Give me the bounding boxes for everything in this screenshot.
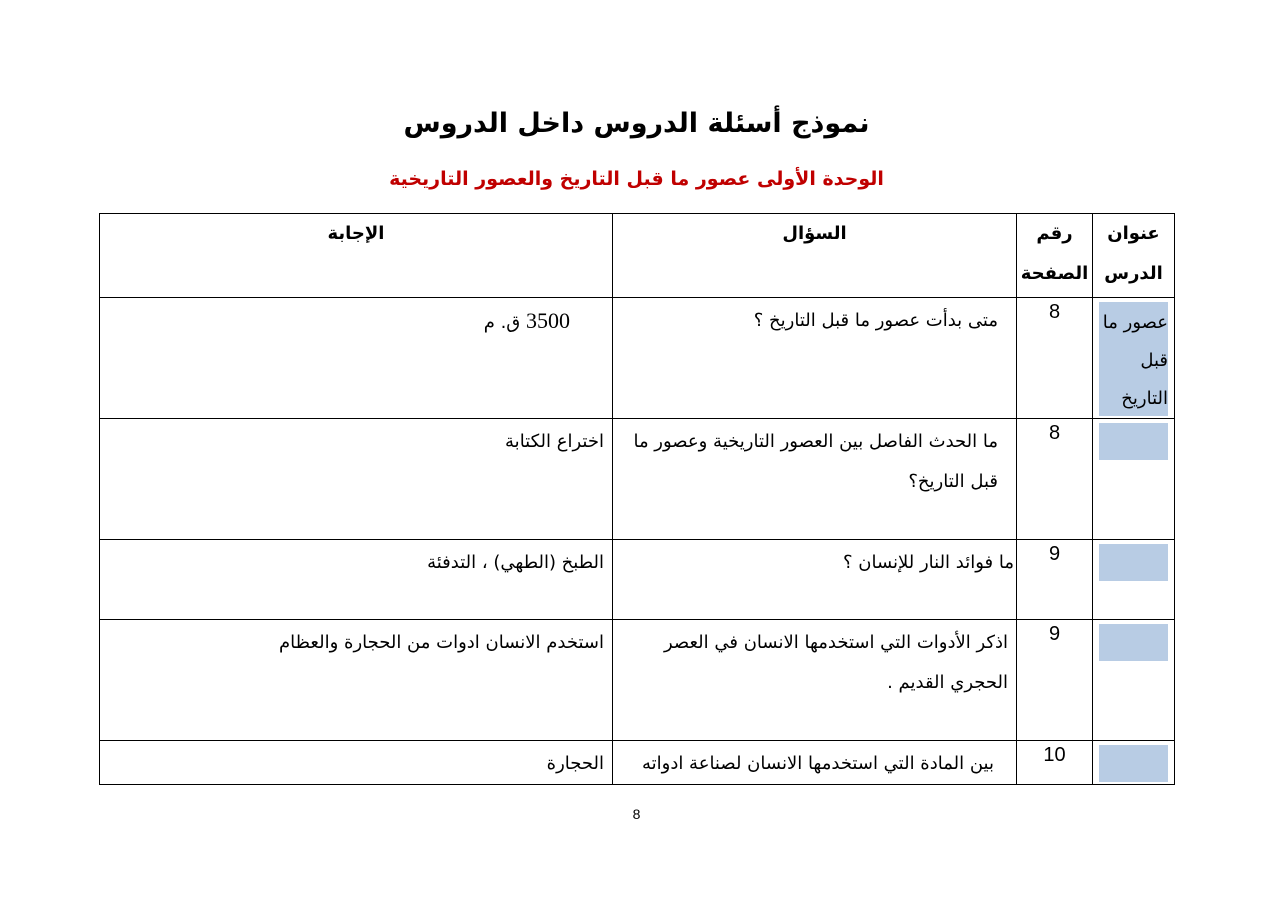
answer-text: استخدم الانسان ادوات من الحجارة والعظام (279, 632, 604, 653)
answer-text: اختراع الكتابة (505, 431, 604, 452)
answer-text: الطبخ (الطهي) ، التدفئة (427, 552, 604, 573)
lesson-cell (1093, 419, 1175, 540)
page-cell (1017, 298, 1093, 419)
page-number: 9 (1048, 543, 1061, 565)
lesson-cell (1093, 540, 1175, 620)
page-title: نموذج أسئلة الدروس داخل الدروس (403, 108, 870, 139)
table-row (100, 741, 1175, 785)
answer-cell (100, 419, 613, 540)
page-cell (1017, 741, 1093, 785)
question-text: ما فوائد النار للإنسان ؟ (842, 552, 1014, 573)
lesson-title (1099, 745, 1168, 782)
answer-text: الحجارة (546, 753, 604, 774)
answer-year: 3500 (526, 308, 570, 333)
question-cell (613, 298, 1017, 419)
table-row (100, 419, 1175, 540)
questions-table (99, 213, 1175, 785)
question-cell (613, 540, 1017, 620)
lesson-cell (1093, 741, 1175, 785)
page-cell (1017, 620, 1093, 741)
question-text: بين المادة التي استخدمها الانسان لصناعة ادواته (641, 753, 994, 774)
page-number-footer: 8 (632, 806, 641, 822)
page-cell (1017, 419, 1093, 540)
table-row (100, 620, 1175, 741)
header-answer: الإجابة (100, 214, 613, 298)
question-text: ما الحدث الفاصل بين العصور التاريخية وعصور ما قبل التاريخ؟ (633, 431, 998, 492)
page-number: 8 (1048, 422, 1061, 444)
header-page-number: رقم الصفحة (1017, 214, 1093, 298)
page-cell (1017, 540, 1093, 620)
lesson-title (1099, 423, 1168, 460)
question-cell (613, 741, 1017, 785)
table-row (100, 298, 1175, 419)
table-row (100, 540, 1175, 620)
answer-cell (100, 620, 613, 741)
page-number: 8 (1048, 301, 1061, 323)
answer-era: ق. م (483, 312, 521, 333)
answer-cell (100, 741, 613, 785)
question-text: متى بدأت عصور ما قبل التاريخ ؟ (753, 310, 998, 331)
lesson-cell (1093, 298, 1175, 419)
page-number: 9 (1048, 623, 1061, 645)
header-lesson-title: عنوان الدرس (1093, 214, 1175, 298)
lesson-title (1099, 544, 1168, 581)
question-cell (613, 620, 1017, 741)
lesson-cell (1093, 620, 1175, 741)
lesson-title: عصور ما قبل التاريخ (1099, 302, 1168, 416)
answer-text (100, 298, 612, 343)
answer-cell (100, 298, 613, 419)
header-question: السؤال (613, 214, 1017, 298)
unit-title: الوحدة الأولى عصور ما قبل التاريخ والعصور التاريخية (389, 168, 884, 190)
question-text: اذكر الأدوات التي استخدمها الانسان في العصر الحجري القديم . (663, 632, 1008, 693)
question-cell (613, 419, 1017, 540)
page-number: 10 (1043, 744, 1066, 766)
lesson-title (1099, 624, 1168, 661)
table-header-row (100, 214, 1175, 298)
answer-cell (100, 540, 613, 620)
